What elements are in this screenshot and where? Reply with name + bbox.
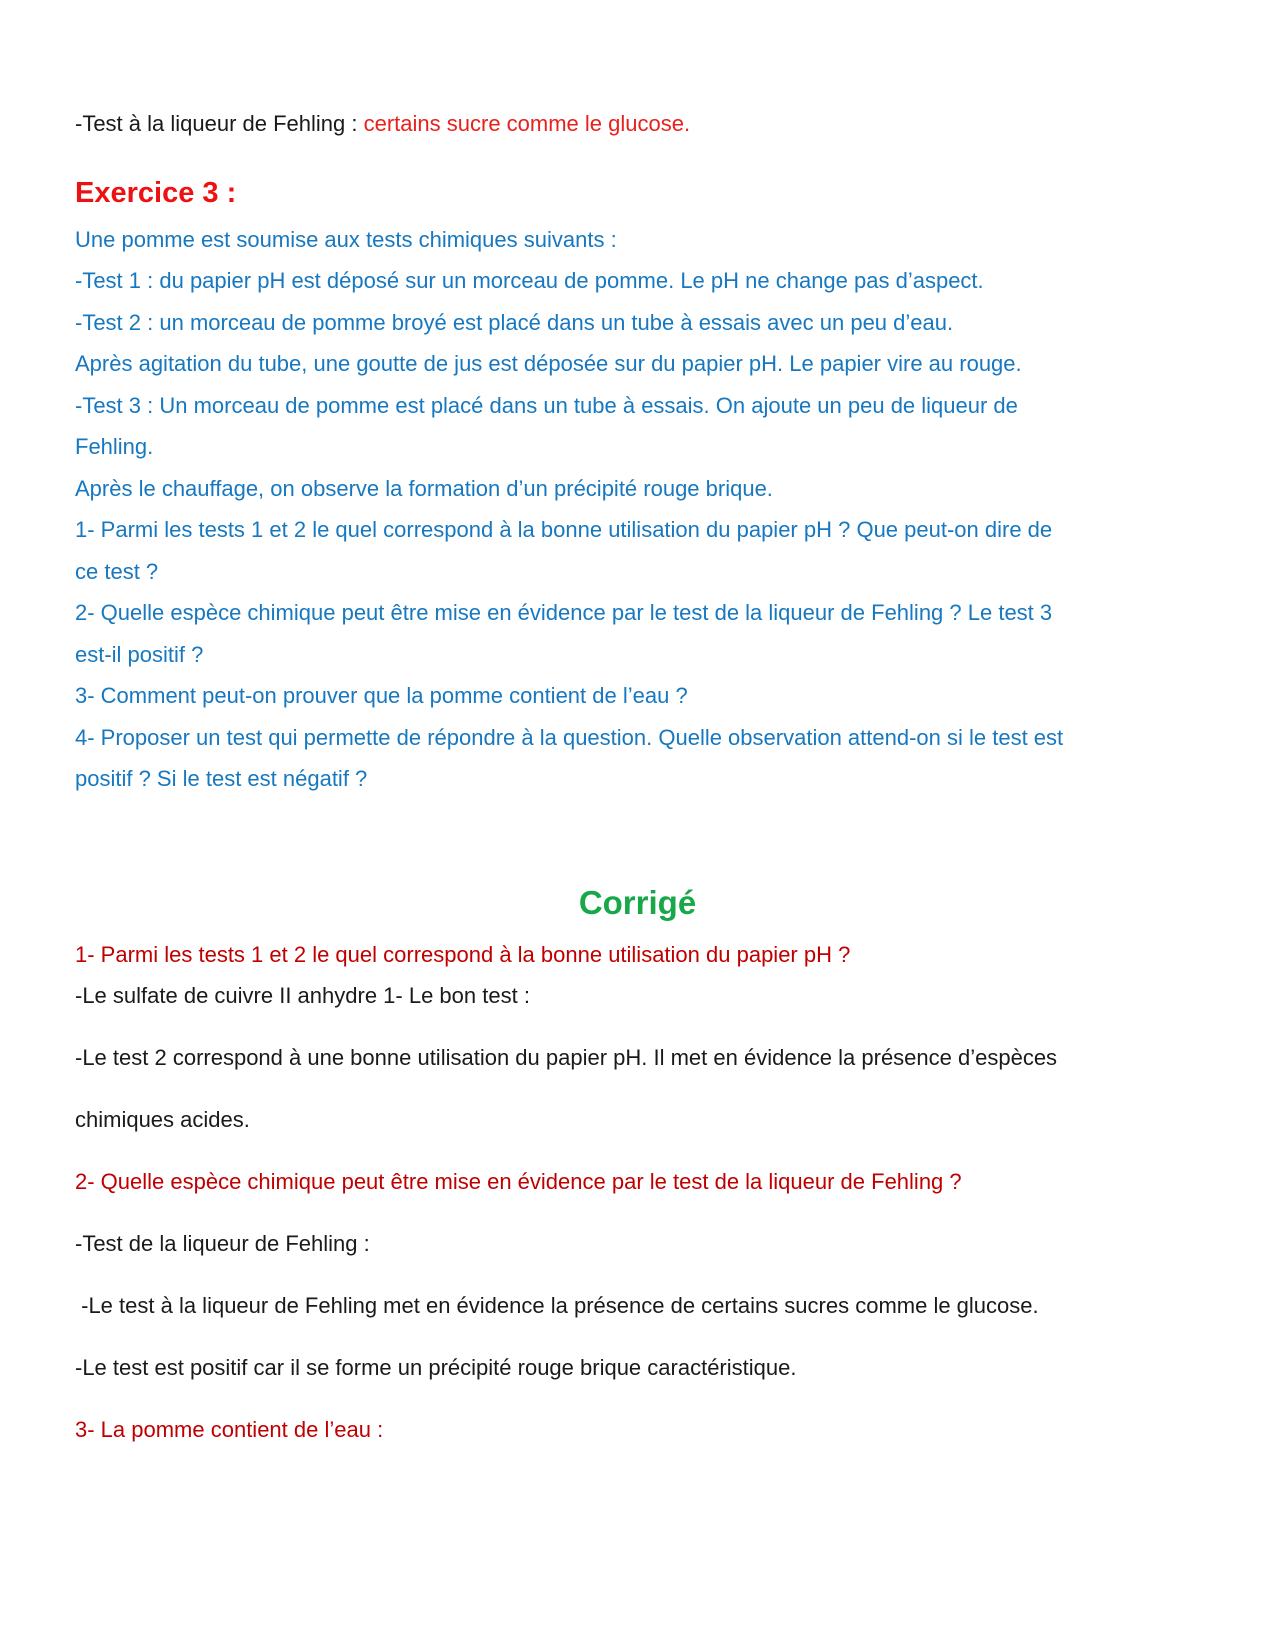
corrige-question-3: 3- La pomme contient de l’eau : xyxy=(75,1417,384,1442)
exercise-line: ce test ? xyxy=(75,559,159,584)
exercise-line: 1- Parmi les tests 1 et 2 le quel correspond à la bonne utilisation du papier pH ? Que peut-on dire de xyxy=(75,517,1053,542)
exercise-line: Après agitation du tube, une goutte de jus est déposée sur du papier pH. Le papier vire au rouge. xyxy=(75,351,1022,376)
fehling-summary-line xyxy=(75,111,690,137)
corrige-answer-2-line: -Test de la liqueur de Fehling : xyxy=(75,1231,370,1256)
exercise-line: Après le chauffage, on observe la formation d’un précipité rouge brique. xyxy=(75,476,773,501)
corrige-question-1: 1- Parmi les tests 1 et 2 le quel correspond à la bonne utilisation du papier pH ? xyxy=(75,942,851,967)
exercise-line: positif ? Si le test est négatif ? xyxy=(75,766,368,791)
exercise-line: -Test 1 : du papier pH est déposé sur un morceau de pomme. Le pH ne change pas d’aspect. xyxy=(75,268,984,293)
exercise-line: Une pomme est soumise aux tests chimiques suivants : xyxy=(75,227,617,252)
exercise-title: Exercice 3 : xyxy=(75,177,237,209)
corrige-answer-1-line: -Le test 2 correspond à une bonne utilisation du papier pH. Il met en évidence la présence d’espèces xyxy=(75,1045,1058,1070)
exercise-line: 3- Comment peut-on prouver que la pomme contient de l’eau ? xyxy=(75,683,688,708)
exercise-line: -Test 3 : Un morceau de pomme est placé dans un tube à essais. On ajoute un peu de liqueur de xyxy=(75,393,1018,418)
corrige-answer-2-line: -Le test à la liqueur de Fehling met en évidence la présence de certains sucres comme le glucose. xyxy=(75,1293,1039,1318)
corrige-answer-2-line: -Le test est positif car il se forme un précipité rouge brique caractéristique. xyxy=(75,1355,797,1380)
exercise-line: 2- Quelle espèce chimique peut être mise en évidence par le test de la liqueur de Fehling ? Le test 3 xyxy=(75,600,1053,625)
fehling-summary-answer: certains sucre comme le glucose. xyxy=(363,111,691,136)
exercise-line: Fehling. xyxy=(75,434,154,459)
corrige-title: Corrigé xyxy=(578,884,697,921)
exercise-line: -Test 2 : un morceau de pomme broyé est placé dans un tube à essais avec un peu d’eau. xyxy=(75,310,954,335)
corrige-answer-1-line: -Le sulfate de cuivre II anhydre 1- Le bon test : xyxy=(75,983,530,1008)
corrige-question-2: 2- Quelle espèce chimique peut être mise en évidence par le test de la liqueur de Fehling ? xyxy=(75,1169,962,1194)
fehling-summary-prefix: -Test à la liqueur de Fehling : xyxy=(75,111,364,136)
exercise-line: 4- Proposer un test qui permette de répondre à la question. Quelle observation attend-on si le test est xyxy=(75,725,1064,750)
corrige-answer-1-line: chimiques acides. xyxy=(75,1107,250,1132)
exercise-line: est-il positif ? xyxy=(75,642,204,667)
